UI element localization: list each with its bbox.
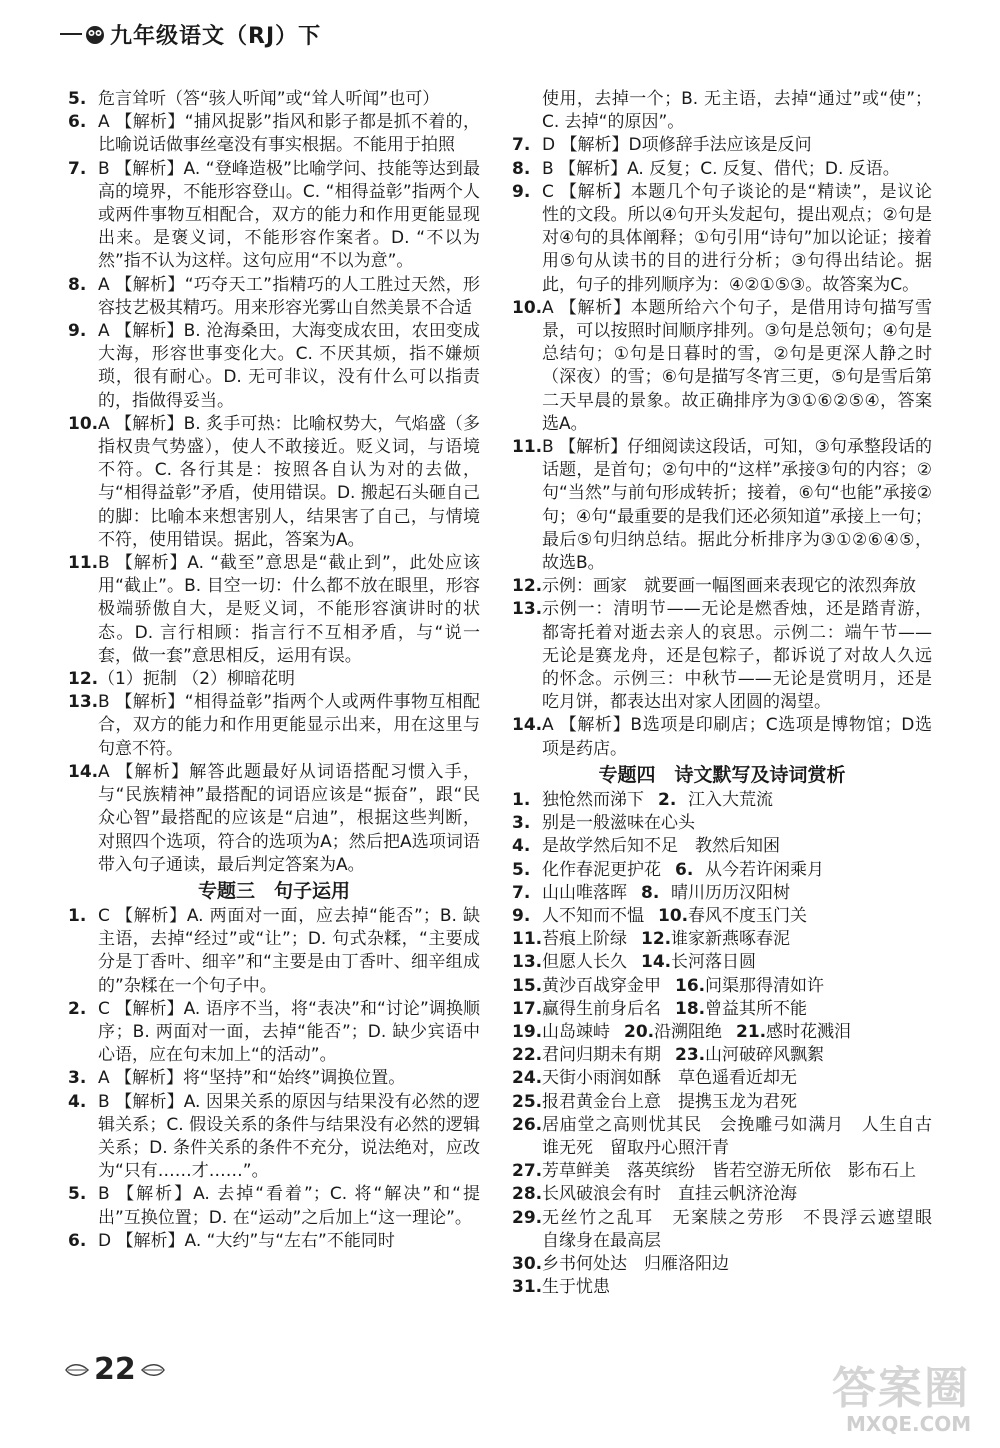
watermark: [828, 1352, 978, 1442]
owl-logo-icon: [84, 23, 106, 45]
answer-item: [512, 714, 932, 760]
right-column: [512, 88, 949, 1299]
answer-number: 7.: [512, 135, 531, 156]
answer-row: [512, 789, 932, 812]
answer-text: 黄沙百战穿金甲: [542, 975, 661, 996]
answer-item: [68, 158, 480, 274]
answer-number: 6.: [675, 859, 694, 880]
answer-number: 14.: [68, 761, 99, 782]
answer-item: [512, 436, 932, 575]
answer-text: C 【解析】本题几个句子谈论的是“精读”，是议论性的文段。所以④句开头发起句，提出观点；②句是对④句的具体阐释；①句引用“诗句”加以论证；接着用⑤句从读书的目的进行分析；③句得出结论。据此，句子的排列顺序为：④②①⑤③。故答案为C。: [542, 181, 932, 295]
page-number: 22: [94, 1352, 136, 1387]
answer-item: [68, 998, 480, 1068]
answer-text: 别是一般滋味在心头: [542, 813, 695, 834]
answer-number: 12.: [68, 669, 99, 690]
answer-item: [68, 1183, 480, 1229]
answer-row: [512, 975, 932, 998]
answer-text: 但愿人长久: [542, 952, 627, 973]
answer-text: 报君黄金台上意 提携玉龙为君死: [542, 1091, 797, 1112]
answer-text: C 【解析】A. 两面对一面，应去掉“能否”；B. 缺主语，去掉“经过”或“让”；D. 句式杂糅，“主要成分是丁香叶、细辛”和“主要是由丁香叶、细辛组成的”杂糅在一个句子中。: [98, 905, 480, 996]
answer-text: （1）扼制 （2）柳暗花明: [98, 669, 296, 690]
answer-number: 14.: [641, 952, 672, 973]
header-rule: [60, 33, 82, 35]
answer-text: 芳草鲜美 落英缤纷 皆若空游无所依 影布石上: [542, 1161, 916, 1182]
answer-number: 7.: [512, 882, 531, 903]
answer-number: 12.: [641, 929, 672, 950]
answer-text: 山河破碎风飘絮: [705, 1045, 824, 1066]
answer-item: [68, 691, 480, 761]
answer-number: 27.: [512, 1161, 543, 1182]
answer-text: 沿溯阻绝: [654, 1021, 722, 1042]
section-title-4: 专题四 诗文默写及诗词赏析: [598, 763, 846, 786]
leaf-ornament-icon: [140, 1361, 166, 1379]
answer-item: [512, 1091, 932, 1114]
answer-text: 晴川历历汉阳树: [671, 882, 790, 903]
answer-number: 12.: [512, 576, 543, 597]
left-column: [68, 88, 480, 1253]
answer-item: [512, 1067, 932, 1090]
answer-item: [68, 88, 480, 111]
answer-number: 24.: [512, 1068, 543, 1089]
answer-row: [512, 859, 932, 882]
answer-number: 13.: [68, 692, 99, 713]
answer-number: 25.: [512, 1091, 543, 1112]
answer-number: 2.: [68, 998, 87, 1019]
answer-item: [68, 1091, 480, 1184]
answer-row: [512, 928, 932, 951]
answer-text: A 【解析】B. 沧海桑田，大海变成农田，农田变成大海，形容世事变化大。C. 不厌其烦，指不嫌烦琐，很有耐心。D. 无可非议，没有什么可以指责的，指做得妥当。: [98, 321, 480, 411]
watermark-url: MXQE.COM: [846, 1412, 972, 1436]
answer-item: [68, 761, 480, 877]
answer-text: 春风不度玉门关: [688, 905, 807, 926]
leaf-ornament-icon: [64, 1361, 90, 1379]
answer-text: B 【解析】“相得益彰”指两个人或两件事物互相配合，双方的能力和作用更能显示出来，用在这里与句意不符。: [98, 692, 480, 759]
answer-text: B 【解析】A. 去掉“看着”；C. 将“解决”和“提出”互换位置；D. 在“运动”之后加上“这一理论”。: [98, 1184, 480, 1228]
answer-number: 11.: [512, 929, 543, 950]
answer-text: B 【解析】A. 因果关系的原因与结果没有必然的逻辑关系；C. 假设关系的条件与结果没有必然的逻辑关系；D. 条件关系的条件不充分，说法绝对，应改为“只有……才……”。: [98, 1091, 480, 1182]
answer-number: 26.: [512, 1114, 543, 1135]
answer-number: 2.: [658, 789, 677, 810]
answer-text: 曾益其所不能: [705, 998, 807, 1019]
answer-number: 30.: [512, 1253, 543, 1274]
answer-text: 化作春泥更护花: [542, 859, 661, 880]
answer-text: 山岛竦峙: [542, 1021, 610, 1042]
answer-item: [68, 1067, 480, 1090]
answer-number: 15.: [512, 975, 543, 996]
answer-number: 10.: [512, 297, 543, 318]
answer-item: [68, 320, 480, 413]
answer-number: 8.: [68, 274, 87, 295]
answer-item: [512, 1207, 949, 1253]
answer-text: 危言耸听（答“骇人听闻”或“耸人听闻”也可）: [98, 89, 440, 109]
answer-text: 赢得生前身后名: [542, 998, 661, 1019]
answer-item: [68, 552, 480, 668]
answer-text: B 【解析】仔细阅读这段话，可知，③句承整段话的话题，是首句；②句中的“这样”承接③句的内容；②句“当然”与前句形成转折；接着，⑥句“也能”承接②句；④句“最重要的是我们还必须知道”承接上一句；最后⑤句归纳总结。据此分析排序为③①②⑥④⑤，故选B。: [542, 437, 932, 574]
answer-number: 13.: [512, 599, 543, 620]
answer-number: 17.: [512, 998, 543, 1019]
answer-number: 1.: [512, 789, 531, 810]
answer-number: 19.: [512, 1021, 543, 1042]
answer-number: 22.: [512, 1045, 543, 1066]
answer-number: 11.: [68, 553, 99, 574]
answer-text: 居庙堂之高则忧其民 会挽雕弓如满月 人生自古谁无死 留取丹心照汗青: [542, 1114, 932, 1158]
answer-number: 5.: [68, 1184, 87, 1205]
continued-text: 使用，去掉一个；B. 无主语，去掉“通过”或“使”；C. 去掉“的原因”。: [542, 89, 932, 133]
answer-text: 乡书何处达 归雁洛阳边: [542, 1253, 729, 1274]
answer-number: 11.: [512, 437, 543, 458]
answer-number: 1.: [68, 905, 87, 926]
answer-number: 8.: [641, 882, 660, 903]
answer-item: [68, 905, 480, 998]
answer-row: [512, 1021, 932, 1044]
answer-text: 谁家新燕啄春泥: [671, 929, 790, 950]
answer-text: B 【解析】A. 反复；C. 反复、借代；D. 反语。: [542, 158, 900, 179]
answer-text: 感时花溅泪: [766, 1021, 851, 1042]
answer-text: 无丝竹之乱耳 无案牍之劳形 不畏浮云遮望眼 自缘身在最高层: [542, 1207, 949, 1251]
answer-item: [512, 181, 932, 297]
answer-text: 苔痕上阶绿: [542, 929, 627, 950]
answer-row: [512, 951, 932, 974]
answer-text: A 【解析】B选项是印刷店；C选项是博物馆；D选项是药店。: [542, 715, 932, 759]
answer-number: 21.: [736, 1021, 767, 1042]
answer-number: 13.: [512, 952, 543, 973]
answer-text: A 【解析】“捕风捉影”指风和影子都是抓不着的，比喻说话做事丝毫没有事实根据。不能用于拍照: [98, 112, 480, 156]
answer-number: 14.: [512, 715, 543, 736]
answer-number: 6.: [68, 1230, 87, 1251]
answer-text: D 【解析】D项修辞手法应该是反问: [542, 135, 812, 156]
answer-item: [512, 158, 932, 181]
answer-number: 8.: [512, 158, 531, 179]
answer-number: 9.: [68, 321, 87, 342]
answer-item: [512, 1183, 932, 1206]
answer-item: [512, 1160, 932, 1183]
answer-text: 是故学然后知不足 教然后知困: [542, 836, 780, 857]
answer-text: 天街小雨润如酥 草色遥看近却无: [542, 1068, 797, 1089]
answer-number: 9.: [512, 905, 531, 926]
answer-item: [512, 134, 932, 157]
answer-text: 示例一：清明节——无论是燃香烛，还是踏青游，都寄托着对逝去亲人的哀思。示例二：端午节——无论是赛龙舟，还是包粽子，都诉说了对故人久远的怀念。示例三：中秋节——无论是赏明月，还是吃月饼，都表达出对家人团圆的渴望。: [542, 599, 932, 713]
answer-text: A 【解析】本题所给六个句子，是借用诗句描写雪景，可以按照时间顺序排列。③句是总领句；④句是总结句；①句是日暮时的雪，②句是更深人静之时（深夜）的雪；⑥句是描写冬宵三更，⑤句是雪后第二天早晨的景象。故正确排序为③①⑥②⑤④，答案选A。: [542, 297, 932, 434]
answer-text: B 【解析】A. “截至”意思是“截止到”，此处应该用“截止”。B. 目空一切：什么都不放在眼里，形容极端骄傲自大，是贬义词，不能形容演讲时的状态。D. 言行相顾：指言行不互相矛盾，与“说一套，做一套”意思相反，运用有误。: [98, 553, 480, 666]
answer-text: 人不知而不愠: [542, 905, 644, 926]
answer-number: 5.: [68, 89, 87, 109]
answer-item: [512, 1276, 932, 1299]
answer-text: 君问归期未有期: [542, 1045, 661, 1066]
answer-number: 18.: [675, 998, 706, 1019]
section-title-3: 专题三 句子运用: [197, 879, 350, 902]
answer-number: 9.: [512, 181, 531, 202]
answer-text: B 【解析】A. “登峰造极”比喻学问、技能等达到最高的境界，不能形容登山。C. “相得益彰”指两个人或两件事物互相配合，双方的能力和作用更能显现出来。是褒义词，不能形容作案者。D. “不以为然”指不认为这样。这句应用“不以为意”。: [98, 158, 480, 272]
answer-number: 7.: [68, 158, 87, 179]
answer-text: 生于忧患: [542, 1277, 610, 1298]
answer-number: 4.: [512, 836, 531, 857]
watermark-logo-text: 答案圈: [832, 1363, 970, 1414]
answer-number: 23.: [675, 1045, 706, 1066]
answer-item: [68, 1230, 480, 1253]
answer-item: [512, 835, 932, 858]
answer-item: [512, 297, 932, 436]
answer-item: [68, 413, 480, 552]
answer-text: 长河落日圆: [671, 952, 756, 973]
answer-number: 10.: [68, 413, 99, 434]
answer-text: A 【解析】B. 炙手可热：比喻权势大，气焰盛（多指权贵气势盛），使人不敢接近。贬义词，与语境不符。C. 各行其是：按照各自认为对的去做，与“相得益彰”矛盾，使用错误。D. 搬起石头砸自己的脚：比喻本来想害别人，结果害了自己，与情境不符，使用错误。据此，答案为A。: [98, 413, 480, 550]
answer-item: [512, 812, 932, 835]
answer-text: 示例：画家 就要画一幅图画来表现它的浓烈奔放: [542, 576, 916, 597]
answer-item: [68, 274, 480, 320]
answer-text: 江入大荒流: [688, 789, 773, 810]
answer-item: [512, 1253, 932, 1276]
answer-text: 问渠那得清如许: [705, 975, 824, 996]
answer-row: [512, 905, 932, 928]
answer-number: 20.: [624, 1021, 655, 1042]
answer-row: [512, 998, 932, 1021]
answer-number: 3.: [512, 813, 531, 834]
answer-number: 29.: [512, 1207, 543, 1228]
answer-number: 16.: [675, 975, 706, 996]
answer-text: 长风破浪会有时 直挂云帆济沧海: [542, 1184, 797, 1205]
answer-text: A 【解析】“巧夺天工”指精巧的人工胜过天然，形容技艺极其精巧。用来形容光雾山自然美景不合适: [98, 274, 480, 318]
answer-number: 3.: [68, 1068, 87, 1089]
answer-number: 28.: [512, 1184, 543, 1205]
page-footer: [64, 1352, 166, 1387]
page-header: [60, 14, 321, 54]
answer-row: [512, 1044, 932, 1067]
answer-text: 独怆然而涕下: [542, 789, 644, 810]
answer-text: A 【解析】将“坚持”和“始终”调换位置。: [98, 1068, 406, 1089]
answer-number: 5.: [512, 859, 531, 880]
answer-text: 山山唯落晖: [542, 882, 627, 903]
answer-text: C 【解析】A. 语序不当，将“表决”和“讨论”调换顺序；B. 两面对一面，去掉“能否”；D. 缺少宾语中心语，应在句末加上“的活动”。: [98, 998, 480, 1066]
answer-number: 10.: [658, 905, 689, 926]
answer-number: 6.: [68, 112, 87, 133]
answer-item: [68, 668, 480, 691]
answer-number: 4.: [68, 1091, 87, 1112]
answer-item: [512, 1114, 932, 1160]
answer-text: D 【解析】A. “大约”与“左右”不能同时: [98, 1230, 395, 1251]
answer-item: [68, 111, 480, 157]
answer-text: A 【解析】解答此题最好从词语搭配习惯入手，与“民族精神”最搭配的词语应该是“振奋”，跟“民众心智”最搭配的应该是“启迪”，根据这些判断，对照四个选项，符合的选项为A；然后把A选项词语带入句子通读，最后判定答案为A。: [98, 761, 480, 875]
answer-number: 31.: [512, 1277, 543, 1298]
answer-item: [512, 598, 932, 714]
answer-item: [512, 575, 932, 598]
page-title: 九年级语文（RJ）下: [110, 23, 322, 49]
answer-text: 从今若许闲乘月: [705, 859, 824, 880]
answer-row: [512, 882, 932, 905]
